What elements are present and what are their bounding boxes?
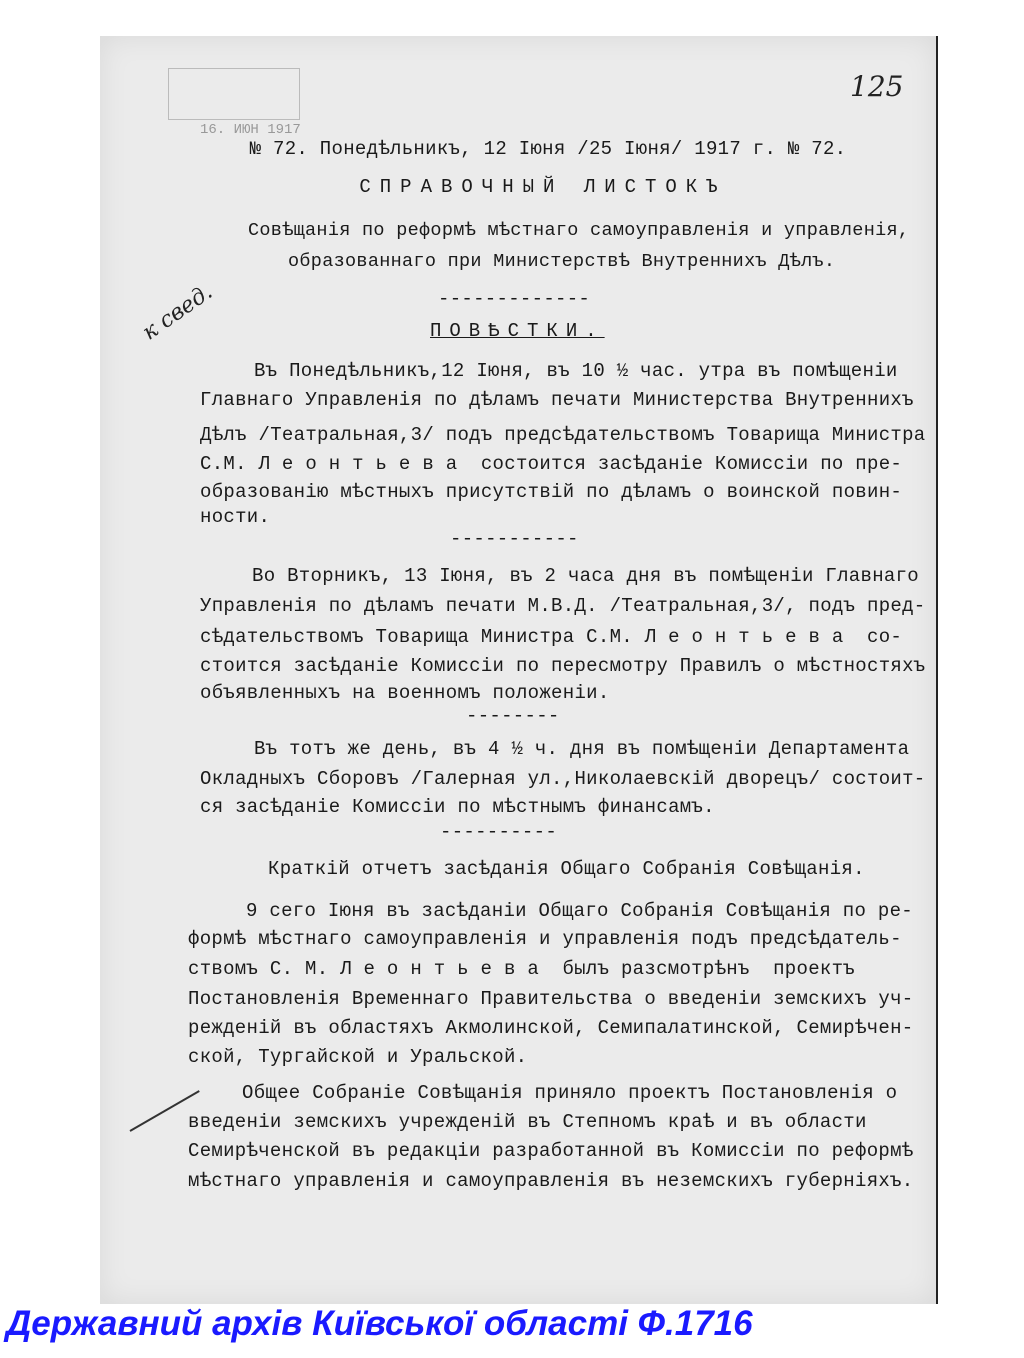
para-line: режденій въ областяхъ Акмолинской, Семипалатинской, Семирѣчен-	[188, 1017, 914, 1039]
report-heading: Краткій отчетъ засѣданія Общаго Собранія Совѣщанія.	[268, 858, 865, 880]
para-line: мѣстнаго управленія и самоуправленія въ неземскихъ губерніяхъ.	[188, 1170, 914, 1192]
separator: -----------	[450, 528, 579, 550]
subtitle-line: образованнаго при Министерствѣ Внутреннихъ Дѣлъ.	[288, 251, 836, 272]
para-line: Окладныхъ Сборовъ /Галерная ул.,Николаевскій дворецъ/ состоит-	[200, 768, 926, 790]
para-line: сѣдательствомъ Товарища Министра С.М. Л е о н т ь е в а со-	[200, 626, 903, 648]
document-title: СПРАВОЧНЫЙ ЛИСТОКЪ	[359, 176, 727, 198]
stamp-date: 16. ИЮН 1917	[200, 122, 301, 138]
para-line: Семирѣченской въ редакціи разработанной въ Комиссіи по реформѣ	[188, 1140, 914, 1162]
para-line: ской, Тургайской и Уральской.	[188, 1046, 528, 1068]
para-line: введеніи земскихъ учрежденій въ Степномъ краѣ и въ области	[188, 1111, 867, 1133]
para-line: ствомъ С. М. Л е о н т ь е в а былъ разсмотрѣнъ проектъ	[188, 958, 856, 980]
separator: --------	[466, 705, 560, 727]
para-line: Въ тотъ же день, въ 4 ½ ч. дня въ помѣщеніи Департамента	[254, 738, 910, 760]
separator: -------------	[438, 288, 591, 310]
para-line: Общее Собраніе Совѣщанія приняло проектъ Постановленія о	[242, 1082, 898, 1104]
archive-watermark: Державний архів Київської області Ф.1716	[6, 1304, 753, 1343]
para-line: стоится засѣданіе Комиссіи по пересмотру Правилъ о мѣстностяхъ	[200, 655, 926, 677]
para-line: 9 сего Іюня въ засѣданіи Общаго Собранія Совѣщанія по ре-	[246, 900, 914, 922]
section-heading: ПОВѢСТКИ.	[430, 320, 605, 342]
handwritten-note: к свед.	[137, 279, 218, 346]
para-line: Дѣлъ /Театральная,3/ подъ предсѣдательствомъ Товарища Министра	[200, 424, 926, 446]
para-line: объявленныхъ на военномъ положеніи.	[200, 682, 610, 704]
archive-stamp	[168, 68, 300, 120]
para-line: образованію мѣстныхъ присутствій по дѣламъ о воинской повин-	[200, 481, 903, 503]
document-header: № 72. Понедѣльникъ, 12 Іюня /25 Іюня/ 1917 г. № 72.	[249, 138, 847, 160]
para-line: Въ Понедѣльникъ,12 Іюня, въ 10 ½ час. утра въ помѣщеніи	[254, 360, 898, 382]
para-line: С.М. Л е о н т ь е в а состоится засѣданіе Комиссіи по пре-	[200, 453, 903, 475]
para-line: Во Вторникъ, 13 Іюня, въ 2 часа дня въ помѣщеніи Главнаго	[252, 565, 920, 587]
para-line: Управленія по дѣламъ печати М.В.Д. /Театральная,3/, подъ пред-	[200, 595, 926, 617]
para-line: ся засѣданіе Комиссіи по мѣстнымъ финансамъ.	[200, 796, 715, 818]
subtitle-line: Совѣщанія по реформѣ мѣстнаго самоуправленія и управленія,	[248, 220, 910, 241]
para-line: формѣ мѣстнаго самоуправленія и управленія подъ предсѣдатель-	[188, 928, 902, 950]
para-line: Постановленія Временнаго Правительства о введеніи земскихъ уч-	[188, 988, 914, 1010]
separator: ----------	[440, 821, 558, 843]
folio-number: 125	[850, 70, 904, 103]
para-line: Главнаго Управленія по дѣламъ печати Министерства Внутреннихъ	[200, 389, 914, 411]
para-line: ности.	[200, 506, 271, 528]
